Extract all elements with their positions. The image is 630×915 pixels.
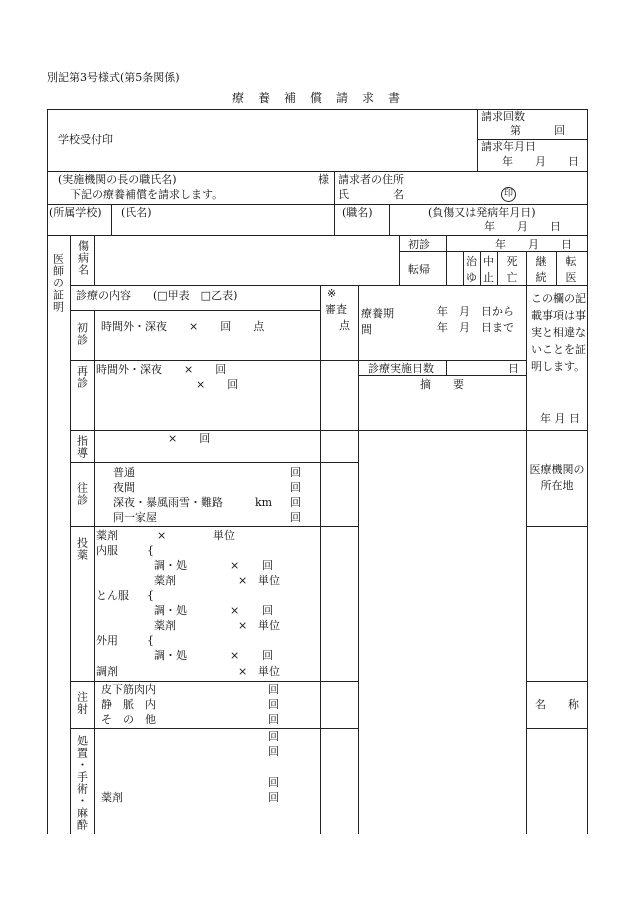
outcome-stopped: 中止 [483,255,494,284]
review-point-unit: 点 [339,319,350,332]
internal-drug: 薬剤 [154,574,176,587]
internal-dispensing-times: × [230,559,240,572]
treatment-period-label: 療養期間 [361,307,394,336]
internal-drug-times: × [238,574,248,587]
external-medicine-label: 外用 [96,634,118,647]
prn-drug: 薬剤 [154,619,176,632]
request-statement: 下記の療養補償を請求します。 [70,188,224,201]
disease-name-label: 傷病名 [76,240,90,276]
house-call-normal: 普通 [113,466,135,479]
injection-label: 注射 [75,691,89,715]
compounding-times: × [238,665,248,678]
house-call-unit-4: 回 [290,511,301,524]
period-from: 年 月 日から [437,305,514,318]
injury-date-value: 年 月 日 [484,220,561,233]
external-dispensing-unit: 回 [262,649,273,662]
initial-visit-after-hours: 時間外・深夜 × 回 点 [101,320,265,333]
external-dispensing-times: × [230,649,240,662]
period-to: 年 月 日まで [437,321,514,334]
procedure-unit-3: 回 [268,776,279,789]
internal-drug-unit: 単位 [258,574,280,587]
outcome-transferred: 転医 [565,255,577,284]
request-date-value: 年 月 日 [502,155,579,168]
prn-dispensing-times: × [230,604,240,617]
certification-date: 年 月 日 [540,412,580,425]
prn-dispensing-unit: 回 [262,604,273,617]
med-times: × [157,529,167,542]
prn-dispensing: 調・処 [154,604,187,617]
procedure-unit-2: 回 [268,745,279,758]
house-call-km-unit: km [255,496,273,509]
medication-label: 投薬 [75,537,89,561]
prn-medicine-label: とん服 [96,589,129,602]
injection-unit-3: 回 [268,713,279,726]
injection-other: そ の 他 [101,713,156,726]
injection-unit-2: 回 [268,698,279,711]
request-date-label: 請求年月日 [481,140,536,153]
prn-drug-unit: 単位 [258,619,280,632]
house-call-unit-2: 回 [290,481,301,494]
compounding-unit: 単位 [258,665,280,678]
treatment-days-unit: 日 [508,362,519,375]
worker-name-label: (氏名) [121,206,152,219]
internal-medicine-label: 内服 [96,544,118,557]
treatment-content-label: 診療の内容 (□甲表 □乙表) [76,289,238,302]
request-count-label: 請求回数 [481,110,525,123]
seal-mark: 印 [501,187,516,202]
honorific: 様 [318,173,329,186]
guidance-count: × 回 [168,432,211,445]
review-mark: ※ [327,287,337,300]
outcome-cured: 治ゆ [466,255,477,284]
first-visit-date: 年 月 日 [495,238,572,251]
applicant-name-label: 氏 名 [338,188,404,201]
affiliated-school-label: (所属学校) [49,206,102,219]
revisit-label: 再診 [75,365,89,389]
injury-date-label: (負傷又は発病年月日) [428,206,536,219]
injection-intravenous: 静 脈 内 [101,698,156,711]
outcome-died: 死亡 [506,255,518,284]
summary-label: 摘 要 [420,378,464,391]
house-call-late-night: 深夜・暴風雨雪・難路 [113,496,223,509]
facility-name-label: 名 称 [535,698,579,711]
applicant-address-label: 請求者の住所 [338,173,404,186]
med-unit: 単位 [213,529,235,542]
first-visit-label: 初診 [408,238,430,251]
doctor-certification-label: 医師の証明 [51,253,65,313]
injection-unit-1: 回 [268,683,279,696]
facility-address-label: 医療機関の所在地 [529,463,585,492]
prn-drug-times: × [238,619,248,632]
request-count-value: 第 回 [510,124,565,137]
institution-head-label: (実施機関の長の職氏名) [58,173,177,186]
house-call-unit-3: 回 [290,496,301,509]
external-dispensing: 調・処 [154,649,187,662]
revisit-after-hours: 時間外・深夜 × 回 [96,363,227,376]
job-title-label: (職名) [342,206,373,219]
treatment-days-label: 診療実施日数 [368,362,434,375]
certification-statement: この欄の記載事項は事実と相違ないことを証明します。 [531,292,586,374]
outcome-continued: 継続 [535,255,547,284]
review-label: 審査 [325,303,347,316]
revisit-count: × 回 [196,378,239,391]
procedure-drug-label: 薬剤 [101,791,123,804]
procedure-unit-1: 回 [268,730,279,743]
page-title: 療 養 補 償 請 求 書 [232,91,402,105]
school-receipt-stamp: 学校受付印 [58,133,113,146]
compounding-label: 調剤 [96,665,118,678]
house-call-night: 夜間 [113,481,135,494]
procedure-label: 処置・手術・麻酔 [75,735,89,831]
form-reference: 別記第3号様式(第5条関係) [47,71,180,84]
outcome-label: 転帰 [408,263,430,276]
house-call-unit-1: 回 [290,466,301,479]
med-drug-label: 薬剤 [96,529,118,542]
initial-visit-label: 初診 [75,322,89,346]
external-brace: { [147,634,154,647]
procedure-drug-unit: 回 [268,791,279,804]
house-call-label: 往診 [75,482,89,506]
prn-brace: { [147,589,154,602]
internal-dispensing-unit: 回 [262,559,273,572]
guidance-label: 指導 [75,435,89,459]
house-call-same-house: 同一家屋 [113,511,157,524]
injection-intramuscular: 皮下筋肉内 [101,683,156,696]
internal-brace: { [147,544,154,557]
internal-dispensing: 調・処 [154,559,187,572]
